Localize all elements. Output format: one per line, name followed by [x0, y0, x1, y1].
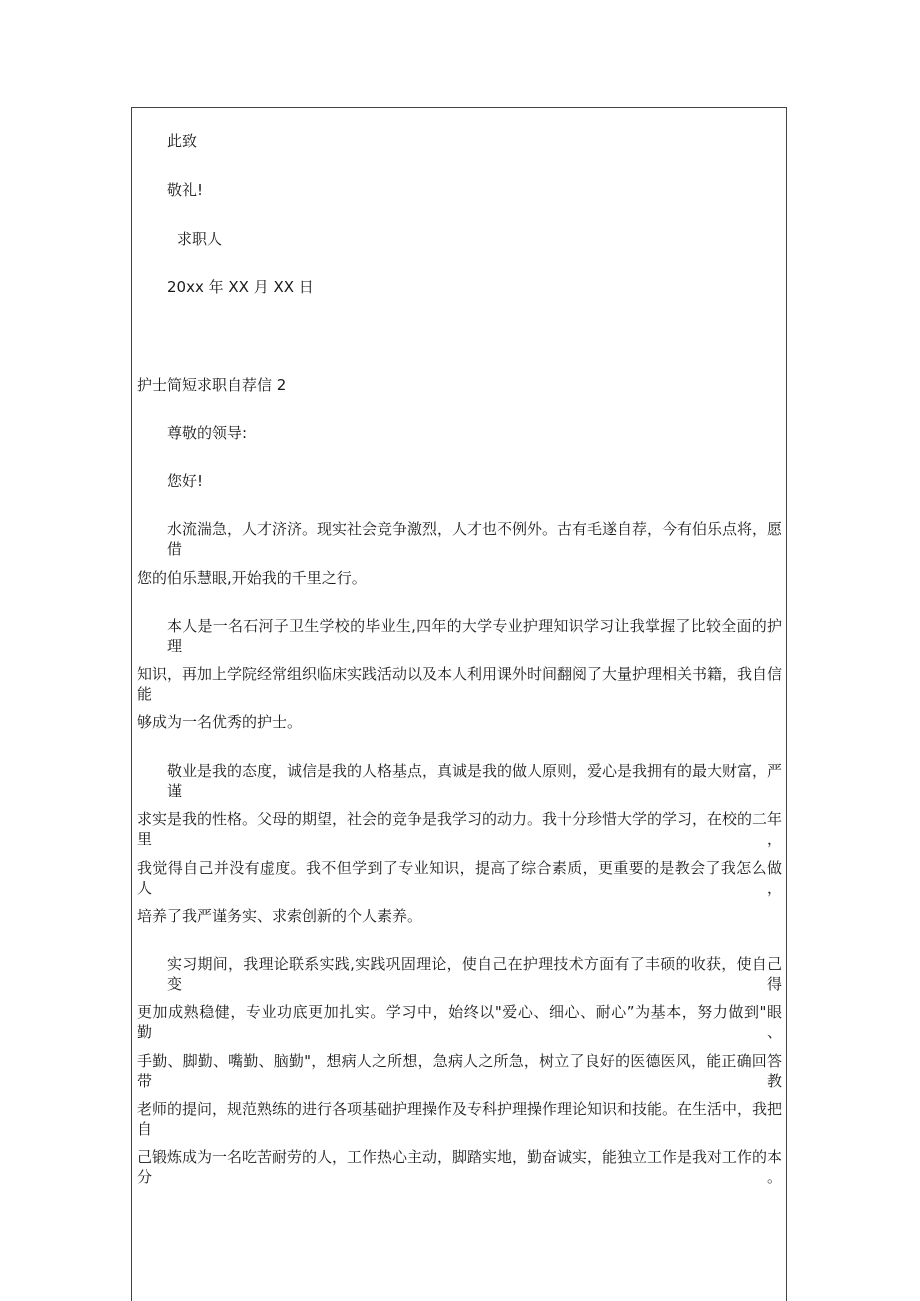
body-line: 知识，再加上学院经常组织临床实践活动以及本人利用课外时间翻阅了大量护理相关书籍，我自信能: [137, 665, 783, 703]
closing-respect: 敬礼!: [167, 181, 204, 199]
closing-salutation: 此致: [167, 132, 198, 150]
letter-greeting: 尊敬的领导:: [167, 424, 248, 442]
body-line: 实习期间，我理论联系实践,实践巩固理论，使自己在护理技术方面有了丰硕的收获，使自己变得: [167, 955, 782, 993]
closing-signer: 求职人: [177, 230, 223, 248]
letter-hello: 您好!: [167, 472, 204, 490]
body-line: 更加成熟稳健，专业功底更加扎实。学习中，始终以"爱心、细心、耐心”为基本，努力做到"眼勤、: [137, 1003, 782, 1041]
body-line: 己锻炼成为一名吃苦耐劳的人，工作热心主动，脚踏实地，勤奋诚实，能独立工作是我对工作的本分。: [137, 1148, 783, 1186]
body-line: 敬业是我的态度，诚信是我的人格基点，真诚是我的做人原则，爱心是我拥有的最大财富，严谨: [167, 762, 783, 800]
body-line: 您的伯乐慧眼,开始我的千里之行。: [137, 569, 367, 587]
body-line: 够成为一名优秀的护士。: [137, 713, 303, 731]
body-line: 水流湍急，人才济济。现实社会竞争激烈，人才也不例外。古有毛遂自荐，今有伯乐点将，愿借: [167, 520, 783, 558]
closing-date: 20xx 年 XX 月 XX 日: [167, 278, 314, 296]
body-line: 培养了我严谨务实、求索创新的个人素养。: [137, 907, 423, 925]
body-line: 本人是一名石河子卫生学校的毕业生,四年的大学专业护理知识学习让我掌握了比较全面的护理: [167, 617, 782, 655]
body-line: 我觉得自己并没有虚度。我不但学到了专业知识，提高了综合素质，更重要的是教会了我怎么做人，: [137, 859, 782, 897]
body-line: 手勤、脚勤、嘴勤、脑勤"，想病人之所想，急病人之所急，树立了良好的医德医风，能正确回答带教: [137, 1052, 782, 1090]
body-line: 老师的提问，规范熟练的进行各项基础护理操作及专科护理操作理论知识和技能。在生活中，我把自: [137, 1100, 783, 1138]
letter-title: 护士简短求职自荐信 2: [137, 376, 287, 394]
body-line: 求实是我的性格。父母的期望，社会的竞争是我学习的动力。我十分珍惜大学的学习，在校的二年里，: [137, 810, 783, 848]
